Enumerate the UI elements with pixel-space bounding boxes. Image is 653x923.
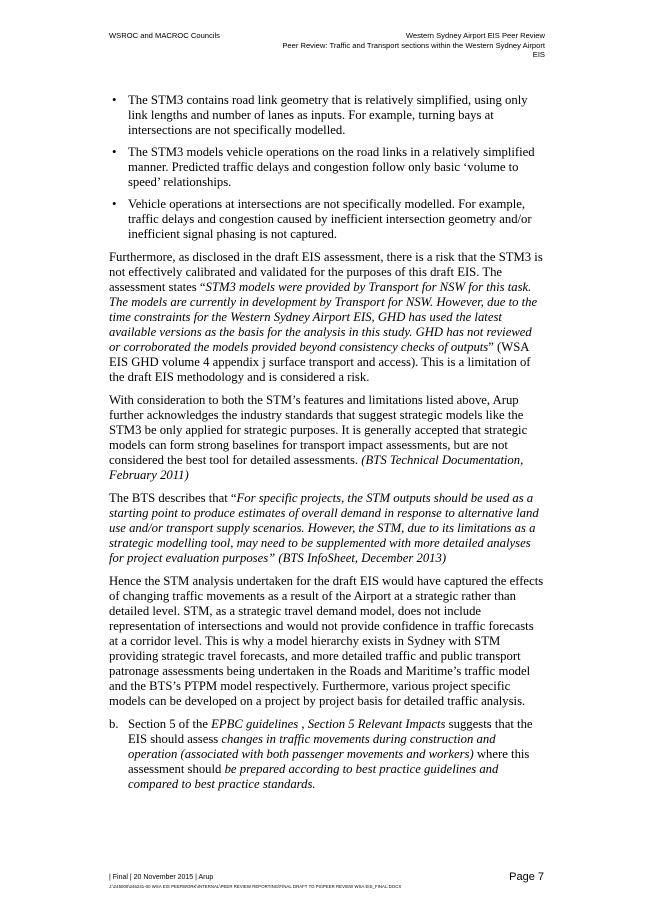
header-right-line1: Western Sydney Airport EIS Peer Review [405,31,545,40]
para1-text-c: ” (WSA EIS GHD volume 4 appendix j surface transport and access). This is a limitation of the draft EIS methodology and is considered a risk. [109,340,531,384]
para3-text-a: The BTS describes that “ [109,491,237,505]
item-b-text-8: be prepared according to best practice guidelines and compared to best practice standards. [128,762,499,791]
document-body [109,93,545,800]
item-b-text-7: where this assessment should [128,747,530,776]
item-b-text-1: Section 5 of the [128,717,212,731]
list-item [109,93,545,138]
paragraph-stm-analysis: Hence the STM analysis undertaken for the draft EIS would have captured the effects of changing traffic movements as a result of the Airport at a strategic rather than detailed level. STM, as a strategic travel demand model, does not include representation of intersections and would not provide confidence in traffic forecasts at a corridor level. This is why a model hierarchy exists in Sydney with STM providing strategic travel forecasts, and more detailed traffic and public transport patronage assessments being undertaken in the Roads and Maritime’s traffic model and the BTS’s PTPM model respectively. Furthermore, various project specific models can be developed on a project by project basis for detailed traffic analysis. [109,574,544,708]
header-right-line3: EIS [532,50,545,60]
footer-left: | Final | 20 November 2015 | Arup [109,874,214,881]
footer-file-path: J:\245000\246241-00 WSA EIS PEERWORK\INTERNAL\PEER REVIEW REPORTING\FINAL DRAFT TO PS\PEER REVIEW WSA EIS_FINAL.DOCX [109,884,402,889]
page-number: Page 7 [509,871,544,883]
para1-quote: STM3 models were provided by Transport for NSW for this task. The models are currently in development by Transport for NSW. However, due to the time constraints for the Western Sydney Airport EIS, GHD has used the latest available versions as the basis for the analysis in this study. GHD has not reviewed or corroborated the models provided beyond consistency checks of outputs [109,280,538,354]
item-letter: b. [109,717,119,731]
para2-text-a: With consideration to both the STM’s features and limitations listed above, Arup further acknowledges the industry standards that suggest strategic models like the STM3 be only applied for strategic purposes. It is generally accepted that strategic models can form strong baselines for transport impact assessments, but are not considered the best tool for detailed assessments. [109,393,528,467]
item-b-text-4: Section 5 Relevant Impacts [307,717,446,731]
lettered-item-b [109,717,545,792]
bullet-list [109,93,545,242]
paragraph-calibration-risk [109,250,545,385]
paragraph-bts-description [109,491,545,566]
para2-citation: (BTS Technical Documentation, February 2011) [109,453,524,482]
list-item [109,145,545,190]
bullet-marker: • [112,197,117,211]
item-b-text-5: suggests that the EIS should assess [128,717,533,746]
para3-quote: For specific projects, the STM outputs should be used as a starting point to produce estimates of overall demand in response to alternative land use and/or transport supply scenarios. However, the STM, due to its limitations as a strategic modelling tool, may need to be supplemented with more detailed analyses for project evaluation purposes” (BTS InfoSheet, December 2013) [109,491,539,565]
header-left: WSROC and MACROC Councils [109,31,220,40]
header-right-line2: Peer Review: Traffic and Transport sections within the Western Sydney Airport [282,40,545,50]
list-item [109,197,545,242]
item-b-text-6: changes in traffic movements during construction and operation (associated with both passenger movements and workers) [128,732,496,761]
item-b-text-2: EPBC guidelines [211,717,299,731]
bullet-marker: • [112,93,117,107]
header-right [245,31,545,60]
bullet-text: Vehicle operations at intersections are not specifically modelled. For example, traffic delays and congestion caused by inefficient intersection geometry and/or inefficient signal phasing is not captured. [128,197,532,241]
bullet-marker: • [112,145,117,159]
bullet-text: The STM3 models vehicle operations on the road links in a relatively simplified manner. Predicted traffic delays and congestion follow only basic ‘volume to speed’ relationships. [128,145,535,189]
paragraph-industry-standards [109,393,545,483]
bullet-text: The STM3 contains road link geometry that is relatively simplified, using only link lengths and number of lanes as inputs. For example, turning bays at intersections are not specifically modelled. [128,93,528,137]
item-b-text-3: , [298,717,308,731]
para1-text-a: Furthermore, as disclosed in the draft EIS assessment, there is a risk that the STM3 is not effectively calibrated and validated for the purposes of this draft EIS. The assessment states “ [109,250,543,294]
